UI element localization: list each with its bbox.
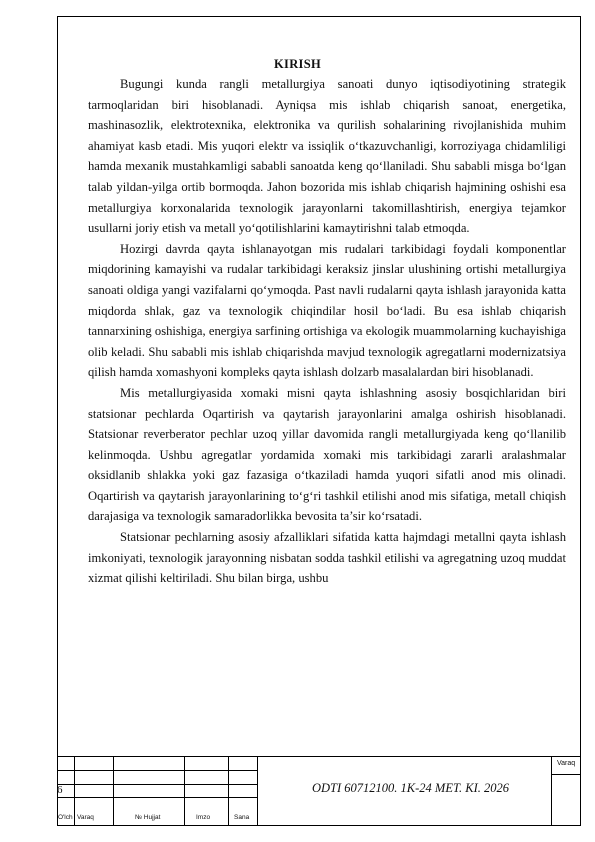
document-code: ODTI 60712100. 1K-24 MET. KI. 2026 [312,781,509,795]
column-label: Sana [234,814,250,821]
page-title: KIRISH [274,57,321,71]
column-label: Imzo [196,814,211,821]
paragraph: Statsionar pechlarning asosiy afzalliklari sifatida katta hajmdagi metallni qayta ishlash imkoniyati, texnologik jarayonning nisbatan sodda tashkil etilishi va agregatning uzoq muddat xizmat qilishi keltiriladi. Shu bilan birga, ushbu [88,530,566,586]
column-label: № Hujjat [135,814,161,821]
sheet-label: Varaq [557,760,576,767]
column-label: O'lch [58,814,73,821]
body-text [88,74,566,589]
column-label: Varaq [77,814,94,821]
paragraph: Hozirgi davrda qayta ishlanayotgan mis rudalari tarkibidagi foydali komponentlar miqdorining kamayishi va rudalar tarkibidagi keraksiz jinslar ulushining ortishi metallurgiya sanoati oldiga yangi vazifalarni qo‘ymoqda. Past navli rudalarni qayta ishlash jarayonida katta miqdorda shlak, gaz va texnologik chiqindilar hosil bo‘ladi. Bu esa ishlab chiqarish tannarxining oshishiga, energiya sarfining ortishiga va ekologik muammolarning kuchayishiga olib keladi. Shu sababli mis ishlab chiqarishda mavjud texnologik agregatlarni modernizatsiya qilish hamda xomashyoni kompleks qayta ishlash dolzarb masalalardan biri hisoblanadi. [88,241,566,380]
title-block [57,756,581,826]
paragraph: Mis metallurgiyasida xomaki misni qayta ishlashning asosiy bosqichlaridan biri statsionar pechlarda Oqartirish va qaytarish jarayonlarini amalga oshirish hisoblanadi. Statsionar reverberator pechlar uzoq yillar davomida rangli metallurgiyada keng qo‘llanilib kelinmoqda. Ushbu agregatlar yordamida xomaki mis tarkibidagi zararli aralashmalar oksidlanib shlakka yoki gaz fazasiga o‘tkaziladi hamda yuqori sifatli anod mis olinadi. Oqartirish va qaytarish jarayonlarining to‘g‘ri tashkil etilishi anod mis sifatiga, metall chiqish darajasiga va texnologik samaradorlikka bevosita ta’sir ko‘rsatadi. [88,385,566,524]
page-number: 6 [57,784,63,796]
paragraph: Bugungi kunda rangli metallurgiya sanoati dunyo iqtisodiyotining strategik tarmoqlaridan biri hisoblanadi. Ayniqsa mis ishlab chiqarish sanoat, energetika, mashinasozlik, elektrotexnika, elektronika va qurilish sohalarining rivojlanishida muhim ahamiyat kasb etadi. Mis yuqori elektr va issiqlik o‘tkazuvchanligi, korroziyaga chidamliligi hamda mexanik mustahkamligi sababli sanoatda keng qo‘llaniladi. Shu sababli misga bo‘lgan talab yildan-yilga ortib bormoqda. Jahon bozorida mis ishlab chiqarish hajmining oshishi esa metallurgiya korxonalarida texnologik jarayonlarni takomillashtirish, energiya tejamkor usullarni joriy etish va metall yo‘qotilishlarini kamaytirishni talab etmoqda. [88,77,566,236]
